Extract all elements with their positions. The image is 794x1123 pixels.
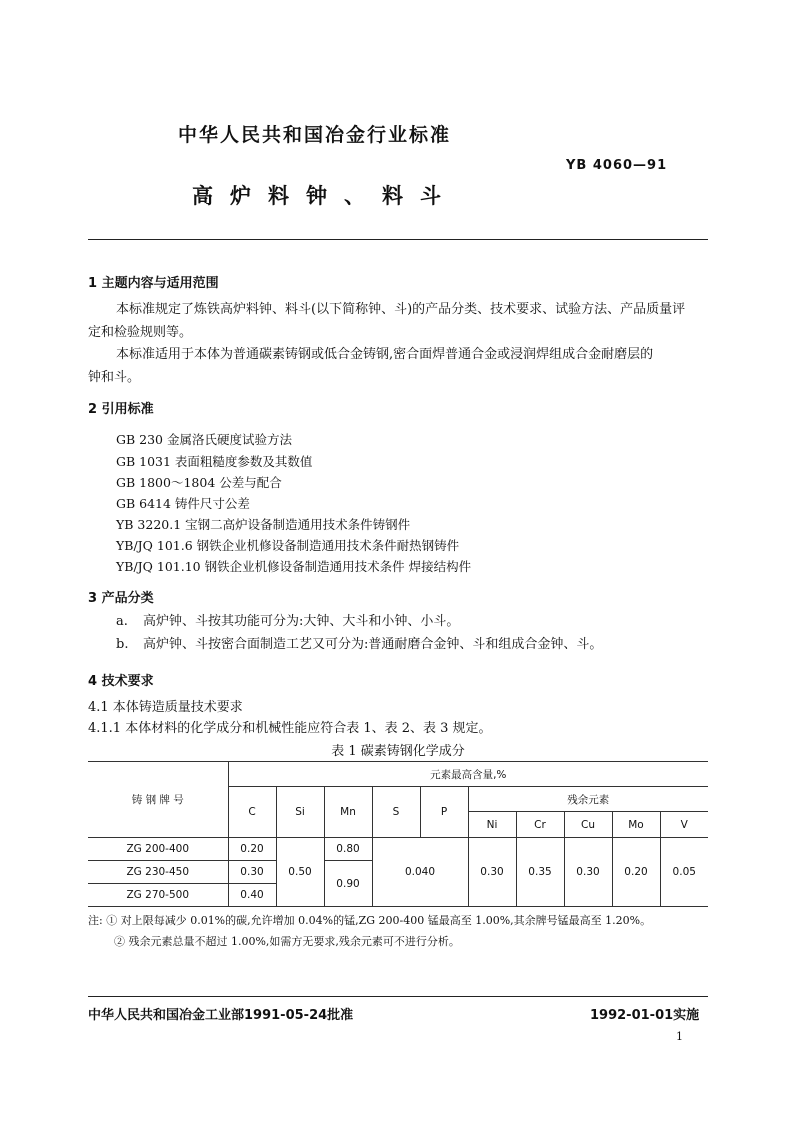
header-si: Si: [276, 787, 324, 838]
header-s: S: [372, 787, 420, 838]
c-cell: 0.20: [228, 838, 276, 861]
mo-cell: 0.20: [612, 838, 660, 907]
list-item-b: 高炉钟、斗按密合面制造工艺又可分为:普通耐磨合金钟、斗和组成合金钟、斗。: [143, 637, 603, 652]
reference-item: GB 6414 铸件尺寸公差: [116, 496, 250, 511]
section-1-para-2-line-1: 本标准适用于本体为普通碳素铸钢或低合金铸钢,密合面焊普通合金或浸润焊组成合金耐磨层的: [116, 347, 654, 362]
header-ni: Ni: [468, 812, 516, 838]
section-4-heading: 4 技术要求: [88, 674, 154, 689]
grade-cell: ZG 230-450: [88, 861, 228, 884]
chemical-composition-table: [88, 761, 708, 907]
subsection-4-1-1: 4.1.1 本体材料的化学成分和机械性能应符合表 1、表 2、表 3 规定。: [88, 721, 492, 736]
section-1-heading: 1 主题内容与适用范围: [88, 276, 219, 291]
section-1-para-1-line-2: 定和检验规则等。: [88, 325, 193, 340]
bottom-rule: [88, 996, 708, 997]
list-item-b-marker: b.: [116, 637, 129, 652]
page-number: 1: [676, 1030, 683, 1043]
si-cell: 0.50: [276, 838, 324, 907]
standard-type: 中华人民共和国冶金行业标准: [178, 124, 452, 146]
grade-cell: ZG 200-400: [88, 838, 228, 861]
list-item-a: 高炉钟、斗按其功能可分为:大钟、大斗和小钟、小斗。: [143, 614, 460, 629]
table-caption: 表 1 碳素铸钢化学成分: [331, 744, 465, 759]
document-title: 高炉料钟、料斗: [192, 184, 458, 208]
header-mn: Mn: [324, 787, 372, 838]
sp-cell: 0.040: [372, 838, 468, 907]
header-c: C: [228, 787, 276, 838]
c-cell: 0.40: [228, 884, 276, 907]
reference-item: YB/JQ 101.10 钢铁企业机修设备制造通用技术条件 焊接结构件: [116, 559, 472, 574]
header-mo: Mo: [612, 812, 660, 838]
reference-item: YB/JQ 101.6 钢铁企业机修设备制造通用技术条件耐热钢铸件: [116, 538, 460, 553]
mn-cell: 0.80: [324, 838, 372, 861]
section-1-para-2-line-2: 钟和斗。: [88, 370, 141, 385]
list-item-a-marker: a.: [116, 614, 128, 629]
section-2-heading: 2 引用标准: [88, 402, 154, 417]
table-note-2: ② 残余元素总量不超过 1.00%,如需方无要求,残余元素可不进行分析。: [114, 935, 460, 948]
subsection-4-1: 4.1 本体铸造质量技术要求: [88, 700, 243, 715]
header-cr: Cr: [516, 812, 564, 838]
header-element-max: 元素最高含量,%: [228, 762, 708, 787]
reference-item: GB 1800～1804 公差与配合: [116, 475, 282, 490]
top-rule: [88, 239, 708, 240]
ni-cell: 0.30: [468, 838, 516, 907]
v-cell: 0.05: [660, 838, 708, 907]
reference-item: GB 1031 表面粗糙度参数及其数值: [116, 454, 313, 469]
table-row: [88, 838, 708, 861]
mn-cell: 0.90: [324, 861, 372, 907]
header-v: V: [660, 812, 708, 838]
c-cell: 0.30: [228, 861, 276, 884]
implementation-date: 1992-01-01实施: [590, 1008, 700, 1023]
reference-item: GB 230 金属洛氏硬度试验方法: [116, 432, 292, 447]
reference-item: YB 3220.1 宝钢二高炉设备制造通用技术条件铸钢件: [116, 517, 411, 532]
header-p: P: [420, 787, 468, 838]
header-grade: 铸 钢 牌 号: [88, 762, 228, 838]
standard-code: YB 4060—91: [566, 158, 668, 173]
header-cu: Cu: [564, 812, 612, 838]
header-residual: 残余元素: [468, 787, 708, 812]
section-1-para-1-line-1: 本标准规定了炼铁高炉料钟、料斗(以下简称钟、斗)的产品分类、技术要求、试验方法、产品质量评: [116, 302, 686, 317]
section-3-heading: 3 产品分类: [88, 591, 154, 606]
cr-cell: 0.35: [516, 838, 564, 907]
approval-line: 中华人民共和国冶金工业部1991-05-24批准: [88, 1008, 354, 1023]
table-note-1: 注: ① 对上限每减少 0.01%的碳,允许增加 0.04%的锰,ZG 200-400 锰最高至 1.00%,其余牌号锰最高至 1.20%。: [88, 914, 652, 927]
cu-cell: 0.30: [564, 838, 612, 907]
grade-cell: ZG 270-500: [88, 884, 228, 907]
